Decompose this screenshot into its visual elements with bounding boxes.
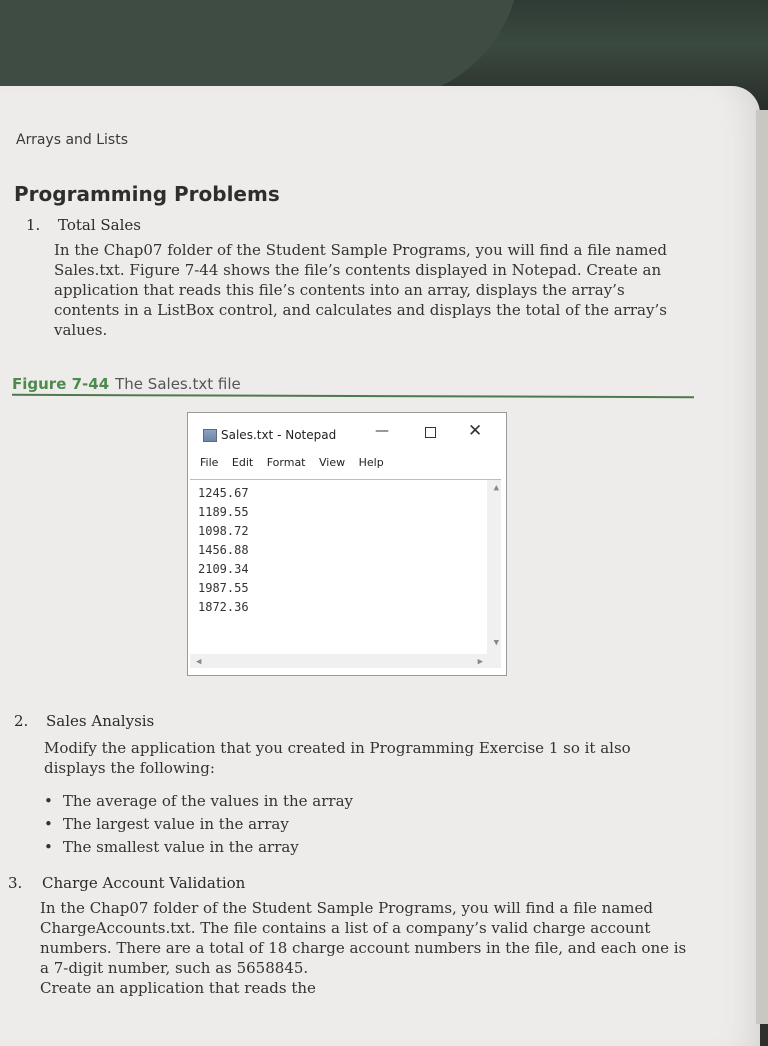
- menu-file[interactable]: File: [200, 456, 219, 469]
- text-line: a 7-digit number, such as 5658845.: [40, 959, 309, 977]
- text-line: In the Chap07 folder of the Student Sample Programs, you will find a file named: [40, 899, 653, 917]
- file-line: 1456.88: [198, 543, 249, 557]
- notepad-menubar: [200, 456, 394, 469]
- problem-3-text: [40, 898, 686, 998]
- maximize-icon[interactable]: [425, 427, 436, 438]
- text-line: Sales.txt. Figure 7-44 shows the file’s contents displayed in Notepad. Create an: [54, 261, 662, 279]
- scroll-up-icon[interactable]: ▲: [493, 483, 499, 493]
- text-line: Create an application that reads the: [40, 979, 316, 997]
- file-line: 1189.55: [198, 505, 249, 519]
- notepad-icon: [203, 429, 217, 442]
- file-line: 1987.55: [198, 581, 249, 595]
- problem-3-title: Charge Account Validation: [42, 874, 246, 892]
- problem-1-title: Total Sales: [58, 216, 141, 234]
- file-line: 1872.36: [198, 600, 249, 614]
- problem-2-title: Sales Analysis: [46, 712, 155, 730]
- notepad-window: [187, 412, 507, 676]
- menu-format[interactable]: Format: [266, 456, 306, 469]
- text-line: ChargeAccounts.txt. The file contains a list of a company’s valid charge account: [40, 919, 651, 937]
- figure-caption-text: The Sales.txt file: [115, 375, 241, 393]
- problem-2-text: [44, 738, 631, 778]
- notepad-titlebar: [188, 413, 506, 447]
- text-line: Modify the application that you created in Programming Exercise 1 so it also: [44, 739, 631, 757]
- notepad-title: Sales.txt - Notepad: [221, 428, 337, 442]
- scroll-right-icon[interactable]: ▶: [477, 657, 483, 667]
- problem-2-number: 2.: [14, 712, 29, 730]
- problem-3-number: 3.: [8, 874, 23, 892]
- problem-1-text: [54, 240, 667, 340]
- running-header: Arrays and Lists: [16, 132, 129, 148]
- text-line: displays the following:: [44, 759, 215, 777]
- scroll-left-icon[interactable]: ◀: [196, 657, 202, 667]
- file-contents: [198, 484, 249, 617]
- figure-caption: [12, 375, 241, 393]
- file-line: 1098.72: [198, 524, 249, 538]
- menu-edit[interactable]: Edit: [231, 456, 254, 469]
- text-line: contents in a ListBox control, and calculates and displays the total of the array’s: [54, 301, 667, 319]
- notepad-text-area[interactable]: [190, 479, 501, 668]
- text-line: numbers. There are a total of 18 charge account numbers in the file, and each one is: [40, 939, 687, 957]
- text-line: In the Chap07 folder of the Student Sample Programs, you will find a file named: [54, 241, 667, 259]
- minimize-icon[interactable]: —: [375, 423, 389, 439]
- section-title: Programming Problems: [14, 182, 280, 206]
- file-line: 1245.67: [198, 486, 249, 500]
- menu-view[interactable]: View: [319, 456, 346, 469]
- figure-rule: [12, 394, 694, 398]
- vertical-scrollbar[interactable]: [487, 480, 501, 654]
- horizontal-scrollbar[interactable]: [190, 654, 501, 668]
- page-edge: [756, 110, 768, 1024]
- background-object: [0, 0, 520, 100]
- scroll-down-icon[interactable]: ▼: [493, 638, 499, 648]
- bullet-item: • The average of the values in the array: [44, 790, 353, 813]
- text-line: application that reads this file’s contents into an array, displays the array’s: [54, 281, 625, 299]
- menu-help[interactable]: Help: [358, 456, 384, 469]
- text-line: values.: [54, 321, 108, 339]
- figure-label: Figure 7-44: [12, 375, 110, 393]
- file-line: 2109.34: [198, 562, 249, 576]
- close-icon[interactable]: ✕: [468, 421, 483, 441]
- bullet-item: • The smallest value in the array: [44, 836, 353, 859]
- problem-1-number: 1.: [26, 216, 41, 234]
- problem-2-bullets: [44, 790, 353, 859]
- bullet-item: • The largest value in the array: [44, 813, 353, 836]
